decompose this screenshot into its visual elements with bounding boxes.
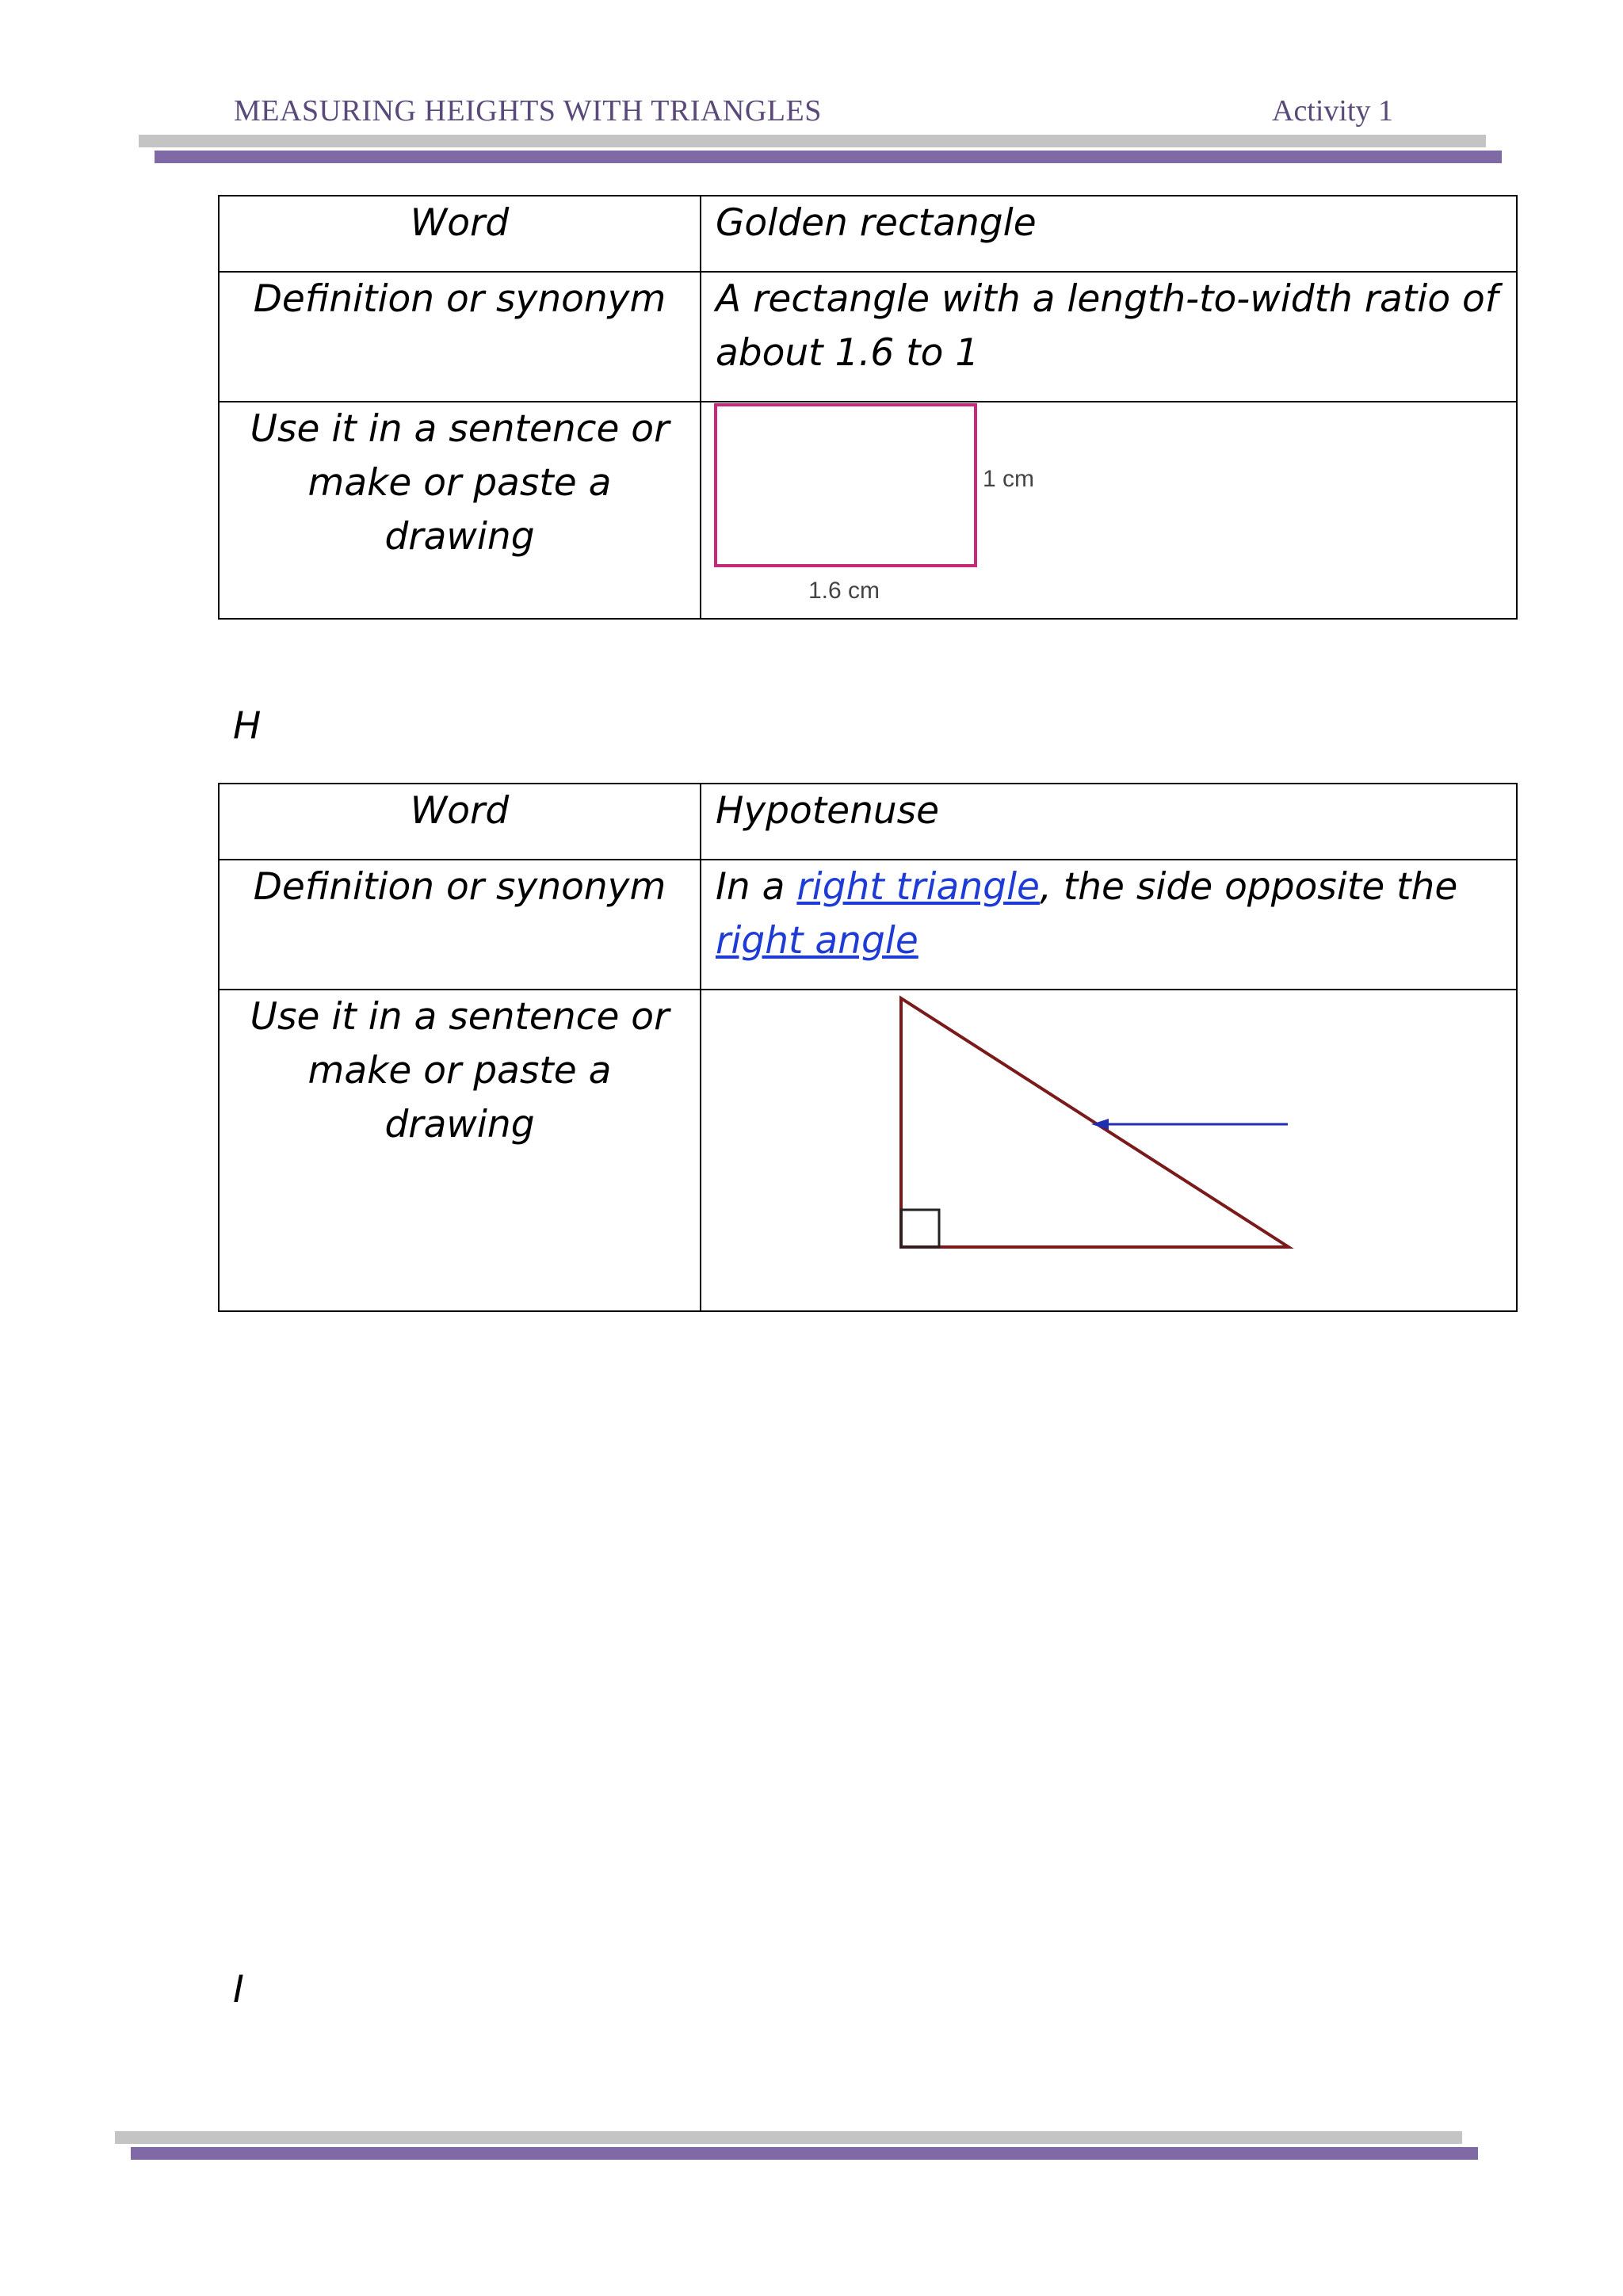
vocab-table-golden-rectangle xyxy=(218,195,1518,620)
definition-text-middle: , the side opposite the xyxy=(1039,865,1458,909)
right-angle-marker xyxy=(901,1210,939,1247)
word-label: Word xyxy=(219,196,701,272)
footer-rule-purple xyxy=(131,2147,1478,2160)
vocab-table-hypotenuse xyxy=(218,783,1518,1312)
table-row xyxy=(219,272,1517,402)
word-label: Word xyxy=(219,784,701,860)
right-angle-link[interactable]: right angle xyxy=(716,919,918,963)
definition-label: Definition or synonym xyxy=(219,272,701,402)
table-row xyxy=(219,402,1517,619)
definition-value xyxy=(701,860,1517,990)
section-letter-h: H xyxy=(233,704,262,748)
golden-rectangle-drawing xyxy=(701,402,1533,618)
rectangle-length-label: 1.6 cm xyxy=(808,578,880,604)
table-row xyxy=(219,990,1517,1311)
usage-label: Use it in a sentence or make or paste a drawing xyxy=(219,990,701,1311)
section-letter-i: I xyxy=(233,1968,244,2012)
header-rule-gray xyxy=(139,135,1486,147)
word-value: Golden rectangle xyxy=(701,196,1517,272)
table-row xyxy=(219,196,1517,272)
header-title: MEASURING HEIGHTS WITH TRIANGLES xyxy=(234,94,822,128)
footer-rule-gray xyxy=(115,2131,1462,2144)
golden-rectangle-shape xyxy=(716,405,976,566)
drawing-cell xyxy=(701,402,1517,619)
right-triangle-shape xyxy=(901,998,1289,1247)
header-rule-purple xyxy=(155,151,1502,163)
right-triangle-drawing xyxy=(701,990,1533,1310)
table-row xyxy=(219,784,1517,860)
header-activity: Activity 1 xyxy=(1272,94,1394,128)
rectangle-height-label: 1 cm xyxy=(983,466,1035,492)
table-row xyxy=(219,860,1517,990)
definition-value: A rectangle with a length-to-width ratio of about 1.6 to 1 xyxy=(701,272,1517,402)
definition-text-prefix: In a xyxy=(716,865,797,909)
drawing-cell xyxy=(701,990,1517,1311)
word-value: Hypotenuse xyxy=(701,784,1517,860)
definition-label: Definition or synonym xyxy=(219,860,701,990)
usage-label: Use it in a sentence or make or paste a drawing xyxy=(219,402,701,619)
right-triangle-link[interactable]: right triangle xyxy=(796,865,1040,909)
